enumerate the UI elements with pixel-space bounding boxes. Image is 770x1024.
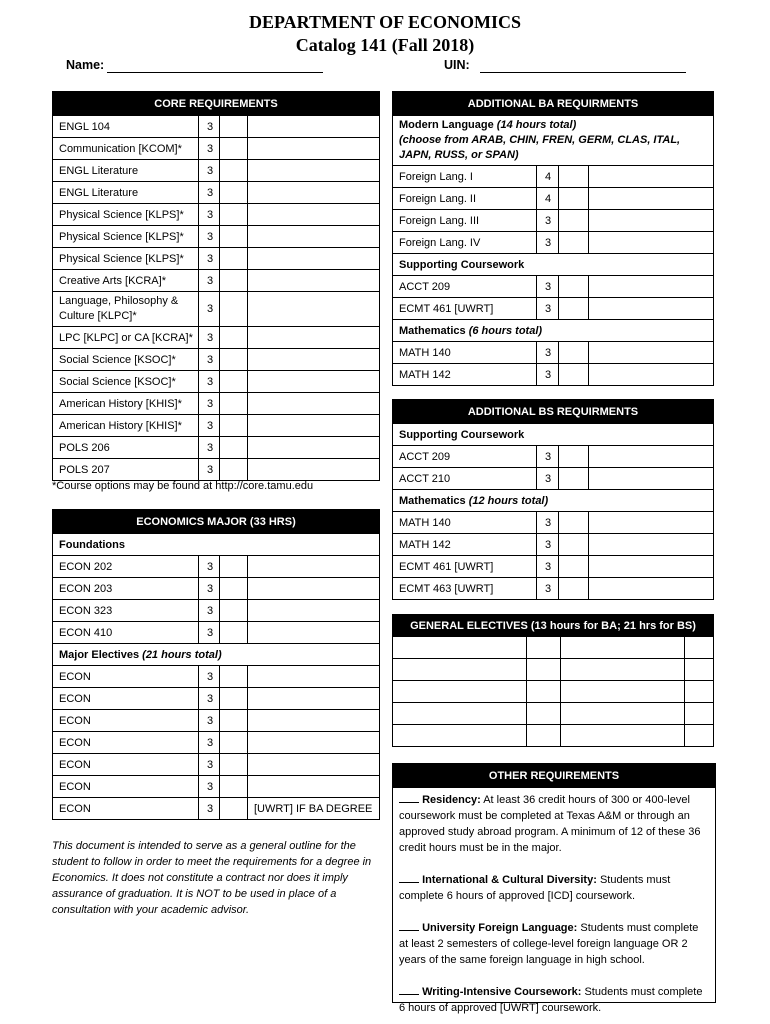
course-name: ECON	[53, 798, 199, 820]
course-name: MATH 142	[393, 534, 537, 556]
notes-cell[interactable]	[248, 248, 380, 270]
course-name: ECMT 463 [UWRT]	[393, 578, 537, 600]
course-hours: 3	[199, 270, 220, 292]
course-hours: 3	[199, 349, 220, 371]
grade-cell[interactable]	[559, 578, 589, 600]
grade-cell[interactable]	[220, 459, 248, 481]
notes-cell[interactable]	[589, 210, 714, 232]
course-row	[53, 226, 380, 248]
uin-label: UIN:	[444, 58, 470, 72]
notes-cell[interactable]	[589, 364, 714, 386]
additional-ba-table	[392, 91, 714, 386]
notes-cell[interactable]	[248, 459, 380, 481]
course-hours: 3	[537, 298, 559, 320]
department-title: DEPARTMENT OF ECONOMICS	[248, 12, 522, 32]
course-name: Physical Science [KLPS]*	[53, 248, 199, 270]
course-row	[53, 622, 380, 644]
course-hours: 3	[199, 182, 220, 204]
course-name: POLS 206	[53, 437, 199, 459]
notes-cell[interactable]	[248, 160, 380, 182]
name-label: Name:	[66, 58, 105, 72]
uwrt-note[interactable]: [UWRT] IF BA DEGREE	[248, 798, 380, 820]
notes-cell[interactable]	[589, 166, 714, 188]
course-row	[393, 556, 714, 578]
notes-cell[interactable]	[589, 468, 714, 490]
elective-cell[interactable]	[685, 637, 714, 659]
course-hours: 3	[199, 415, 220, 437]
course-hours: 3	[537, 342, 559, 364]
elective-cell[interactable]	[393, 725, 527, 747]
requirement-text: Students must complete 6 hours of approved [ICD] coursework.	[399, 874, 671, 902]
notes-cell[interactable]	[589, 578, 714, 600]
course-row	[393, 232, 714, 254]
course-row	[53, 459, 380, 481]
course-hours: 4	[537, 166, 559, 188]
ba-mathematics-label-hours: (6 hours total)	[468, 324, 543, 337]
grade-cell[interactable]	[559, 276, 589, 298]
economics-major-header: ECONOMICS MAJOR (33 HRS)	[53, 510, 380, 534]
course-hours: 3	[199, 776, 220, 798]
course-name: ECON	[53, 666, 199, 688]
grade-cell[interactable]	[220, 776, 248, 798]
modern-language-label	[393, 116, 714, 166]
grade-cell[interactable]	[559, 298, 589, 320]
course-row	[393, 468, 714, 490]
course-name: Physical Science [KLPS]*	[53, 226, 199, 248]
bs-mathematics-label-row	[393, 490, 714, 512]
elective-row	[393, 659, 714, 681]
bs-supporting-label: Supporting Coursework	[393, 424, 714, 446]
course-row	[53, 688, 380, 710]
elective-cell[interactable]	[527, 703, 561, 725]
course-name: ENGL 104	[53, 116, 199, 138]
course-row	[53, 327, 380, 349]
grade-cell[interactable]	[220, 710, 248, 732]
course-row	[53, 666, 380, 688]
course-hours: 3	[199, 732, 220, 754]
course-hours: 3	[199, 556, 220, 578]
other-requirements-header: OTHER REQUIREMENTS	[393, 764, 715, 788]
course-row	[393, 210, 714, 232]
elective-cell[interactable]	[393, 681, 527, 703]
course-row	[53, 371, 380, 393]
bs-mathematics-label-title: Mathematics	[399, 494, 466, 507]
course-row	[53, 776, 380, 798]
grade-cell[interactable]	[559, 468, 589, 490]
course-row	[393, 166, 714, 188]
course-name: ECON	[53, 754, 199, 776]
course-hours: 3	[537, 364, 559, 386]
modern-language-hours: (14 hours total)	[496, 119, 577, 131]
grade-cell[interactable]	[220, 393, 248, 415]
requirement-label: Residency:	[422, 794, 481, 806]
course-hours: 3	[199, 138, 220, 160]
course-name: ECON 202	[53, 556, 199, 578]
grade-cell[interactable]	[220, 270, 248, 292]
course-name: ECON	[53, 732, 199, 754]
course-name: ACCT 209	[393, 446, 537, 468]
course-hours: 3	[199, 710, 220, 732]
requirement-text: Students must complete 6 hours of approved [UWRT] coursework.	[399, 986, 703, 1014]
elective-cell[interactable]	[527, 637, 561, 659]
elective-cell[interactable]	[393, 703, 527, 725]
course-row	[53, 754, 380, 776]
elective-cell[interactable]	[561, 681, 685, 703]
notes-cell[interactable]	[589, 342, 714, 364]
course-name: Social Science [KSOC]*	[53, 349, 199, 371]
core-requirements-header: CORE REQUIREMENTS	[53, 92, 380, 116]
course-hours: 3	[199, 393, 220, 415]
elective-cell[interactable]	[685, 703, 714, 725]
course-name: Foreign Lang. III	[393, 210, 537, 232]
grade-cell[interactable]	[559, 556, 589, 578]
modern-language-title: Modern Language	[399, 119, 494, 131]
course-hours: 3	[537, 232, 559, 254]
course-name: Social Science [KSOC]*	[53, 371, 199, 393]
elective-row	[393, 703, 714, 725]
elective-row	[393, 725, 714, 747]
major-electives-label-row	[53, 644, 380, 666]
elective-cell[interactable]	[527, 659, 561, 681]
course-name: ECON	[53, 776, 199, 798]
course-hours: 3	[199, 160, 220, 182]
course-hours: 3	[537, 276, 559, 298]
notes-cell[interactable]	[248, 437, 380, 459]
additional-bs-table	[392, 399, 714, 600]
grade-cell[interactable]	[220, 349, 248, 371]
notes-cell[interactable]	[248, 393, 380, 415]
course-name: American History [KHIS]*	[53, 393, 199, 415]
notes-cell[interactable]	[248, 622, 380, 644]
general-electives-table	[392, 614, 714, 747]
core-requirements-table	[52, 91, 380, 481]
notes-cell[interactable]	[589, 298, 714, 320]
course-hours: 3	[199, 204, 220, 226]
course-row	[393, 188, 714, 210]
course-hours: 3	[199, 327, 220, 349]
course-name: LPC [KLPC] or CA [KCRA]*	[53, 327, 199, 349]
course-name: Foreign Lang. II	[393, 188, 537, 210]
catalog-title: Catalog 141 (Fall 2018)	[295, 35, 475, 55]
course-hours: 3	[199, 226, 220, 248]
course-hours: 3	[537, 512, 559, 534]
course-row	[53, 437, 380, 459]
course-name: MATH 142	[393, 364, 537, 386]
course-row	[393, 512, 714, 534]
elective-cell[interactable]	[393, 659, 527, 681]
additional-ba-header: ADDITIONAL BA REQUIRMENTS	[393, 92, 714, 116]
course-hours: 3	[199, 371, 220, 393]
grade-cell[interactable]	[220, 415, 248, 437]
course-hours: 3	[537, 210, 559, 232]
grade-cell[interactable]	[559, 512, 589, 534]
course-row	[393, 342, 714, 364]
ba-supporting-label-row	[393, 254, 714, 276]
course-name: Foreign Lang. I	[393, 166, 537, 188]
grade-cell[interactable]	[220, 292, 248, 327]
check-blank[interactable]	[399, 793, 419, 803]
course-hours: 3	[537, 556, 559, 578]
course-row	[53, 556, 380, 578]
course-name: ECON 410	[53, 622, 199, 644]
grade-cell[interactable]	[220, 798, 248, 820]
course-row	[53, 578, 380, 600]
notes-cell[interactable]	[248, 776, 380, 798]
course-hours: 3	[199, 578, 220, 600]
notes-cell[interactable]	[589, 276, 714, 298]
grade-cell[interactable]	[220, 204, 248, 226]
core-footnote: *Course options may be found at http://core.tamu.edu	[52, 480, 314, 492]
course-name: Physical Science [KLPS]*	[53, 204, 199, 226]
grade-cell[interactable]	[220, 622, 248, 644]
course-name: ENGL Literature	[53, 182, 199, 204]
grade-cell[interactable]	[220, 182, 248, 204]
ba-mathematics-label	[393, 320, 714, 342]
name-field[interactable]	[107, 72, 323, 73]
notes-cell[interactable]	[248, 415, 380, 437]
course-hours: 3	[199, 248, 220, 270]
grade-cell[interactable]	[220, 248, 248, 270]
course-hours: 3	[199, 754, 220, 776]
elective-cell[interactable]	[561, 659, 685, 681]
notes-cell[interactable]	[248, 754, 380, 776]
course-name: ECON	[53, 688, 199, 710]
notes-cell[interactable]	[589, 188, 714, 210]
notes-cell[interactable]	[248, 688, 380, 710]
grade-cell[interactable]	[220, 116, 248, 138]
course-name: ECON	[53, 710, 199, 732]
foundations-label: Foundations	[53, 534, 380, 556]
course-row	[53, 710, 380, 732]
course-name: ACCT 209	[393, 276, 537, 298]
notes-cell[interactable]	[248, 556, 380, 578]
course-name: ECON 203	[53, 578, 199, 600]
grade-cell[interactable]	[559, 342, 589, 364]
notes-cell[interactable]	[248, 292, 380, 327]
course-row	[393, 364, 714, 386]
course-name: ECMT 461 [UWRT]	[393, 298, 537, 320]
general-electives-header: GENERAL ELECTIVES (13 hours for BA; 21 hrs for BS)	[393, 615, 714, 637]
grade-cell[interactable]	[559, 210, 589, 232]
course-hours: 3	[199, 437, 220, 459]
grade-cell[interactable]	[559, 534, 589, 556]
elective-cell[interactable]	[561, 725, 685, 747]
notes-cell[interactable]	[589, 534, 714, 556]
notes-cell[interactable]	[248, 204, 380, 226]
notes-cell[interactable]	[248, 371, 380, 393]
check-blank[interactable]	[399, 873, 419, 883]
major-electives-label-hours: (21 hours total)	[142, 648, 222, 661]
course-hours: 3	[199, 622, 220, 644]
grade-cell[interactable]	[220, 666, 248, 688]
ba-supporting-label-title: Supporting Coursework	[399, 258, 525, 271]
grade-cell[interactable]	[559, 446, 589, 468]
notes-cell[interactable]	[248, 116, 380, 138]
course-name: ACCT 210	[393, 468, 537, 490]
additional-bs-header: ADDITIONAL BS REQUIRMENTS	[393, 400, 714, 424]
requirement-text: At least 36 credit hours of 300 or 400-level coursework must be completed at Texas A&M or through an approved study abroad program. A minimum of 12 of these 36 credit hours must be in the major.	[399, 794, 701, 854]
course-name: ENGL Literature	[53, 160, 199, 182]
grade-cell[interactable]	[559, 364, 589, 386]
elective-cell[interactable]	[685, 681, 714, 703]
course-hours: 3	[537, 446, 559, 468]
grade-cell[interactable]	[220, 226, 248, 248]
grade-cell[interactable]	[220, 138, 248, 160]
notes-cell[interactable]	[248, 349, 380, 371]
disclaimer: This document is intended to serve as a general outline for the student to follow in order to meet the requirements for a degree in Economics. It does not constitute a contract nor does it imply assurance of graduation. It is NOT to be used in place of a consultation with your academic advisor.	[52, 840, 372, 916]
course-row	[53, 204, 380, 226]
course-name: MATH 140	[393, 512, 537, 534]
notes-cell[interactable]	[248, 270, 380, 292]
grade-cell[interactable]	[220, 371, 248, 393]
course-name: Foreign Lang. IV	[393, 232, 537, 254]
course-hours: 3	[199, 600, 220, 622]
notes-cell[interactable]	[248, 666, 380, 688]
grade-cell[interactable]	[220, 327, 248, 349]
course-row	[53, 138, 380, 160]
course-name: ECMT 461 [UWRT]	[393, 556, 537, 578]
course-name: Communication [KCOM]*	[53, 138, 199, 160]
course-name: American History [KHIS]*	[53, 415, 199, 437]
notes-cell[interactable]	[248, 226, 380, 248]
grade-cell[interactable]	[220, 160, 248, 182]
elective-cell[interactable]	[561, 703, 685, 725]
grade-cell[interactable]	[559, 166, 589, 188]
course-name: Creative Arts [KCRA]*	[53, 270, 199, 292]
other-requirement-item	[399, 872, 709, 904]
elective-row	[393, 637, 714, 659]
course-hours: 3	[199, 292, 220, 327]
ba-supporting-label	[393, 254, 714, 276]
check-blank[interactable]	[399, 985, 419, 995]
check-blank[interactable]	[399, 921, 419, 931]
grade-cell[interactable]	[220, 578, 248, 600]
course-hours: 3	[199, 798, 220, 820]
economics-major-table	[52, 509, 380, 820]
course-hours: 3	[537, 468, 559, 490]
requirement-label: Writing-Intensive Coursework:	[422, 986, 582, 998]
notes-cell[interactable]	[589, 232, 714, 254]
other-requirement-item	[399, 792, 709, 856]
course-hours: 3	[199, 459, 220, 481]
course-row	[393, 446, 714, 468]
uin-field[interactable]	[480, 72, 686, 73]
notes-cell[interactable]	[589, 556, 714, 578]
notes-cell[interactable]	[248, 600, 380, 622]
grade-cell[interactable]	[220, 688, 248, 710]
grade-cell[interactable]	[220, 556, 248, 578]
other-requirement-item	[399, 984, 709, 1016]
requirement-label: University Foreign Language:	[422, 922, 578, 934]
course-hours: 3	[537, 534, 559, 556]
course-row	[53, 349, 380, 371]
ba-mathematics-label-row	[393, 320, 714, 342]
elective-cell[interactable]	[561, 637, 685, 659]
course-hours: 3	[537, 578, 559, 600]
grade-cell[interactable]	[559, 232, 589, 254]
course-name: Language, Philosophy & Culture [KLPC]*	[53, 292, 199, 327]
course-row	[393, 298, 714, 320]
course-hours: 4	[537, 188, 559, 210]
notes-cell[interactable]	[248, 710, 380, 732]
course-row	[53, 116, 380, 138]
grade-cell[interactable]	[220, 437, 248, 459]
course-row	[53, 600, 380, 622]
course-row	[53, 798, 380, 820]
course-hours: 3	[199, 116, 220, 138]
course-row	[53, 182, 380, 204]
other-requirement-item	[399, 920, 709, 968]
course-row	[53, 160, 380, 182]
notes-cell[interactable]	[248, 327, 380, 349]
requirement-label: International & Cultural Diversity:	[422, 874, 597, 886]
course-row	[53, 415, 380, 437]
course-name: MATH 140	[393, 342, 537, 364]
course-row	[53, 248, 380, 270]
course-row	[53, 270, 380, 292]
elective-cell[interactable]	[393, 637, 527, 659]
course-row	[53, 292, 380, 327]
major-electives-label	[53, 644, 380, 666]
course-row	[53, 393, 380, 415]
notes-cell[interactable]	[248, 138, 380, 160]
ba-mathematics-label-title: Mathematics	[399, 324, 466, 337]
course-hours: 3	[199, 666, 220, 688]
grade-cell[interactable]	[220, 732, 248, 754]
bs-mathematics-label-hours: (12 hours total)	[468, 494, 549, 507]
course-name: ECON 323	[53, 600, 199, 622]
course-row	[393, 534, 714, 556]
notes-cell[interactable]	[248, 182, 380, 204]
grade-cell[interactable]	[220, 754, 248, 776]
course-name: POLS 207	[53, 459, 199, 481]
other-requirements-box	[392, 763, 716, 1014]
modern-language-choices: (choose from ARAB, CHIN, FREN, GERM, CLAS, ITAL, JAPN, RUSS, or SPAN)	[399, 134, 681, 161]
notes-cell[interactable]	[248, 578, 380, 600]
elective-row	[393, 681, 714, 703]
course-row	[393, 276, 714, 298]
course-hours: 3	[199, 688, 220, 710]
notes-cell[interactable]	[248, 732, 380, 754]
requirement-text: Students must complete at least 2 semesters of college-level foreign language OR 2 years of the same foreign language in high school.	[399, 922, 699, 966]
bs-mathematics-label	[393, 490, 714, 512]
major-electives-label-title: Major Electives	[59, 648, 140, 661]
notes-cell[interactable]	[589, 512, 714, 534]
elective-cell[interactable]	[685, 659, 714, 681]
elective-cell[interactable]	[527, 725, 561, 747]
grade-cell[interactable]	[559, 188, 589, 210]
course-row	[393, 578, 714, 600]
notes-cell[interactable]	[589, 446, 714, 468]
grade-cell[interactable]	[220, 600, 248, 622]
course-row	[53, 732, 380, 754]
elective-cell[interactable]	[685, 725, 714, 747]
elective-cell[interactable]	[527, 681, 561, 703]
